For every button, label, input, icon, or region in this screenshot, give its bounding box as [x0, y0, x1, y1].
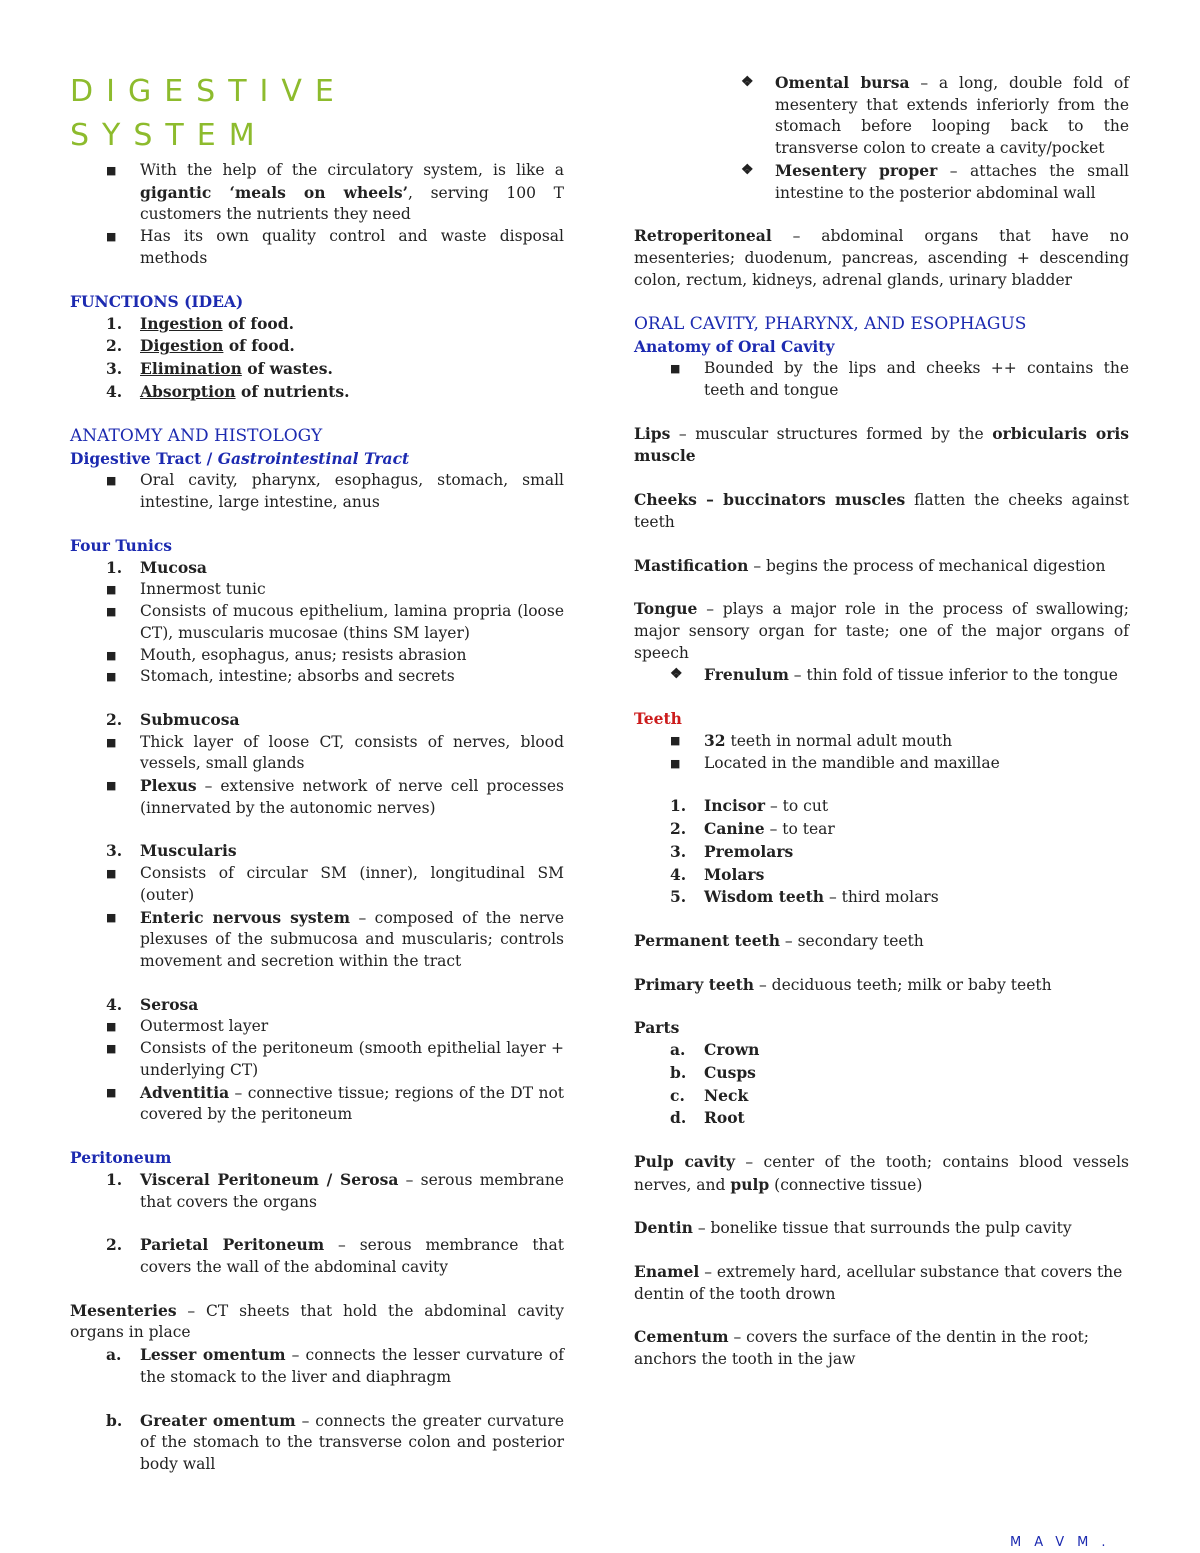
list-number: 2. — [106, 709, 123, 729]
square-bullet-icon: ■ — [106, 583, 117, 597]
teeth-heading: Teeth — [634, 709, 682, 729]
function-text: of food. — [222, 313, 294, 333]
list-item — [70, 863, 564, 906]
tunic-name: Muscularis — [140, 841, 237, 861]
part-item — [634, 1039, 1129, 1062]
intro-bold: gigantic ‘meals on wheels’ — [140, 182, 409, 202]
term: pulp — [730, 1174, 770, 1194]
term: Mastification — [634, 555, 749, 575]
list-letter: b. — [670, 1062, 687, 1082]
tunic-muscularis — [70, 840, 564, 863]
square-bullet-icon: ■ — [106, 735, 117, 749]
definition: (connective tissue) — [769, 1175, 923, 1194]
item-text: Located in the mandible and maxillae — [704, 753, 1000, 772]
mesenteries-paragraph — [70, 1300, 564, 1344]
term: Cementum — [634, 1327, 729, 1347]
list-number: 1. — [106, 557, 123, 577]
list-item — [70, 579, 564, 601]
list-item — [70, 1082, 564, 1126]
list-item — [70, 470, 564, 513]
definition: flatten the cheeks against teeth — [634, 491, 1129, 531]
definition: – extremely hard, acellular substance that covers the dentin of the tooth drown — [634, 1263, 1123, 1303]
item-term: 32 — [704, 731, 726, 751]
teeth-type-item — [634, 864, 1129, 887]
list-letter: a. — [670, 1040, 686, 1060]
item-text: – composed of the nerve plexuses of the submucosa and muscularis; controls movement and secretion within the tract — [140, 908, 564, 970]
list-number: 1. — [670, 796, 687, 816]
function-term: Absorption — [140, 381, 236, 401]
item-term: Incisor — [704, 796, 766, 816]
part-label: Crown — [704, 1040, 760, 1060]
left-column — [70, 70, 564, 1476]
function-text: of wastes. — [241, 358, 333, 378]
term: orbicularis oris muscle — [634, 423, 1130, 466]
cheeks-paragraph — [634, 489, 1129, 533]
right-column — [634, 72, 1129, 1371]
item-term: Greater omentum — [140, 1410, 296, 1430]
diamond-bullet-icon: ❖ — [670, 666, 683, 683]
teeth-type-item — [634, 886, 1129, 909]
term: Tongue — [634, 599, 698, 619]
list-item — [634, 358, 1129, 401]
tongue-paragraph — [634, 598, 1129, 664]
square-bullet-icon: ■ — [106, 1042, 117, 1056]
definition: – muscular structures formed by the — [670, 424, 993, 443]
list-number: 3. — [670, 841, 687, 861]
heading-part: Digestive Tract / — [70, 449, 218, 469]
definition: – bonelike tissue that surrounds the pulp cavity — [692, 1219, 1072, 1238]
part-label: Root — [704, 1108, 745, 1128]
list-item — [70, 732, 564, 775]
list-item — [70, 907, 564, 973]
square-bullet-icon: ■ — [106, 474, 117, 488]
list-number: 4. — [106, 381, 123, 401]
function-text: of food. — [223, 336, 295, 356]
list-item — [70, 645, 564, 667]
list-letter: b. — [106, 1410, 123, 1430]
page-title: DIGESTIVE SYSTEM — [70, 74, 347, 153]
item-text: – attaches the small intestine to the posterior abdominal wall — [775, 161, 1129, 202]
item-text: – connects the lesser curvature of the stomack to the liver and diaphragm — [140, 1346, 565, 1386]
heading-part-italic: Gastrointestinal Tract — [217, 449, 410, 469]
term: Retroperitoneal — [634, 226, 772, 246]
item-text: Consists of the peritoneum (smooth epithelial layer + underlying CT) — [140, 1039, 564, 1079]
item-text: – connective tissue; regions of the DT not covered by the peritoneum — [140, 1083, 564, 1124]
parts-heading: Parts — [634, 1018, 680, 1038]
list-item — [70, 1234, 564, 1278]
function-item — [70, 313, 564, 336]
term: Pulp cavity — [634, 1151, 736, 1171]
list-number: 2. — [106, 1235, 123, 1255]
item-term: Mesentery proper — [775, 160, 938, 180]
square-bullet-icon: ■ — [106, 164, 117, 177]
pulp-paragraph — [634, 1151, 1129, 1196]
list-number: 2. — [106, 336, 123, 356]
square-bullet-icon: ■ — [106, 867, 117, 881]
list-item — [634, 730, 1129, 753]
item-text: Innermost tunic — [140, 580, 266, 599]
list-item — [70, 666, 564, 688]
list-letter: c. — [670, 1085, 685, 1105]
footer-initials: MAVM. — [1010, 1535, 1119, 1550]
item-text: – to cut — [765, 797, 829, 816]
item-term: Plexus — [140, 776, 197, 796]
intro-text: Has its own quality control and waste disposal methods — [140, 227, 564, 267]
anatomy-heading: ANATOMY AND HISTOLOGY — [70, 426, 323, 447]
tunic-name: Mucosa — [140, 557, 207, 577]
list-letter: d. — [670, 1108, 687, 1128]
list-number: 1. — [106, 1169, 123, 1189]
term: Permanent teeth — [634, 930, 780, 950]
function-term: Elimination — [140, 358, 242, 378]
item-text: – serous membrane that covers the organs — [140, 1170, 564, 1211]
function-item — [70, 358, 564, 381]
part-item — [634, 1062, 1129, 1085]
primary-teeth-paragraph — [634, 974, 1129, 997]
dentin-paragraph — [634, 1217, 1129, 1240]
tunic-serosa — [70, 994, 564, 1017]
list-item — [634, 664, 1129, 687]
teeth-types-list — [634, 795, 1129, 909]
list-item — [70, 1344, 564, 1388]
square-bullet-icon: ■ — [106, 648, 117, 662]
function-text: of nutrients. — [235, 381, 350, 401]
term: Cheeks – buccinators muscles — [634, 490, 906, 510]
square-bullet-icon: ■ — [670, 362, 681, 376]
list-item — [70, 775, 564, 819]
item-term: Visceral Peritoneum / Serosa — [140, 1169, 399, 1189]
square-bullet-icon: ■ — [106, 230, 117, 244]
function-item — [70, 335, 564, 358]
function-term: Ingestion — [140, 313, 223, 333]
square-bullet-icon: ■ — [106, 605, 117, 619]
teeth-type-item — [634, 795, 1129, 818]
cementum-paragraph — [634, 1326, 1129, 1370]
term: Dentin — [634, 1218, 693, 1238]
list-number: 5. — [670, 887, 687, 907]
definition: – covers the surface of the dentin in the root; anchors the tooth in the jaw — [634, 1328, 1089, 1369]
item-term: Frenulum — [704, 665, 789, 685]
list-item — [634, 72, 1129, 160]
list-item — [70, 1169, 564, 1213]
tunic-submucosa — [70, 709, 564, 732]
square-bullet-icon: ■ — [670, 734, 681, 748]
functions-heading: FUNCTIONS (IDEA) — [70, 291, 244, 311]
item-term: Enteric nervous system — [140, 907, 350, 927]
item-term: Molars — [704, 864, 765, 884]
item-text: Consists of circular SM (inner), longitudinal SM (outer) — [140, 864, 564, 904]
tunic-mucosa — [70, 557, 564, 580]
list-item — [634, 160, 1129, 204]
parts-list — [634, 1039, 1129, 1130]
tunic-name: Submucosa — [140, 709, 240, 729]
list-item — [70, 1410, 564, 1476]
list-item — [634, 753, 1129, 775]
part-label: Cusps — [704, 1062, 756, 1082]
list-number: 3. — [106, 841, 123, 861]
square-bullet-icon: ■ — [106, 910, 117, 924]
item-text: – connects the greater curvature of the stomach to the transverse colon and posterior body wall — [140, 1411, 564, 1473]
list-number: 4. — [106, 994, 123, 1014]
square-bullet-icon: ■ — [106, 779, 117, 793]
item-text: Thick layer of loose CT, consists of nerves, blood vessels, small glands — [140, 732, 564, 773]
item-term: Canine — [704, 819, 765, 839]
list-number: 4. — [670, 864, 687, 884]
diamond-bullet-icon: ❖ — [741, 161, 754, 178]
item-text: Mouth, esophagus, anus; resists abrasion — [140, 645, 467, 664]
intro-text: , serving 100 T customers the nutrients they need — [140, 183, 564, 224]
list-number: 2. — [670, 819, 687, 839]
definition: – CT sheets that hold the abdominal cavity organs in place — [70, 1301, 564, 1342]
item-text: – thin fold of tissue inferior to the tongue — [788, 666, 1118, 685]
function-term: Digestion — [140, 336, 224, 356]
enamel-paragraph — [634, 1261, 1129, 1305]
definition: – begins the process of mechanical digestion — [748, 556, 1106, 575]
item-term: Wisdom teeth — [704, 887, 825, 907]
teeth-type-item — [634, 818, 1129, 841]
list-number: 3. — [106, 358, 123, 378]
term: Enamel — [634, 1262, 700, 1282]
oral-anatomy-subheading: Anatomy of Oral Cavity — [634, 337, 835, 357]
definition: – deciduous teeth; milk or baby teeth — [754, 975, 1052, 994]
peritoneum-heading: Peritoneum — [70, 1147, 172, 1167]
term: Primary teeth — [634, 974, 755, 994]
list-letter: a. — [106, 1345, 122, 1365]
item-text: – a long, double fold of mesentery that extends inferiorly from the stomach before looping back to the transverse colon to create a cavity/pocket — [775, 74, 1129, 158]
square-bullet-icon: ■ — [106, 670, 117, 684]
mastification-paragraph — [634, 555, 1129, 578]
item-term: Premolars — [704, 841, 794, 861]
list-item — [70, 601, 564, 644]
item-term: Lesser omentum — [140, 1345, 286, 1365]
function-item — [70, 381, 564, 404]
intro-item-2 — [70, 226, 564, 269]
item-text: Stomach, intestine; absorbs and secrets — [140, 667, 455, 686]
list-item — [70, 1016, 564, 1038]
list-number: 1. — [106, 313, 123, 333]
intro-text: With the help of the circulatory system, is like a — [140, 161, 564, 179]
list-item — [70, 1038, 564, 1081]
teeth-type-item — [634, 841, 1129, 864]
lips-paragraph — [634, 423, 1129, 468]
oral-cavity-heading: ORAL CAVITY, PHARYNX, AND ESOPHAGUS — [634, 314, 1027, 335]
part-item — [634, 1085, 1129, 1108]
item-text: – third molars — [824, 888, 939, 907]
square-bullet-icon: ■ — [106, 1020, 117, 1034]
part-item — [634, 1107, 1129, 1130]
item-term: Omental bursa — [775, 73, 910, 92]
item-text: – extensive network of nerve cell processes (innervated by the autonomic nerves) — [140, 777, 564, 817]
tunic-name: Serosa — [140, 994, 199, 1014]
definition: – center of the tooth; contains blood vessels nerves, and — [634, 1152, 1129, 1194]
item-term: Parietal Peritoneum — [140, 1235, 325, 1255]
item-text: teeth in normal adult mouth — [725, 732, 953, 751]
digestive-tract-heading — [70, 448, 564, 470]
square-bullet-icon: ■ — [106, 1085, 117, 1099]
definition: – plays a major role in the process of swallowing; major sensory organ for taste; one of the major organs of speech — [634, 600, 1129, 662]
retroperitoneal-paragraph — [634, 225, 1129, 291]
part-label: Neck — [704, 1085, 749, 1105]
permanent-teeth-paragraph — [634, 930, 1129, 953]
item-text: Oral cavity, pharynx, esophagus, stomach, small intestine, large intestine, anus — [140, 471, 564, 512]
item-term: Adventitia — [140, 1082, 230, 1102]
definition: – secondary teeth — [779, 931, 924, 950]
item-text: Outermost layer — [140, 1017, 269, 1036]
square-bullet-icon: ■ — [670, 756, 681, 770]
four-tunics-heading: Four Tunics — [70, 535, 173, 555]
item-text: – serous membrance that covers the wall of the abdominal cavity — [140, 1236, 565, 1277]
functions-list — [70, 313, 564, 404]
term: Mesenteries — [70, 1300, 177, 1320]
diamond-bullet-icon: ❖ — [741, 74, 754, 90]
intro-item-1 — [70, 160, 564, 226]
item-text: Consists of mucous epithelium, lamina propria (loose CT), muscularis mucosae (thins SM layer) — [140, 602, 564, 642]
definition: – abdominal organs that have no mesenteries; duodenum, pancreas, ascending + descending colon, rectum, kidneys, adrenal glands, urinary bladder — [634, 227, 1129, 289]
item-text: Bounded by the lips and cheeks ++ contains the teeth and tongue — [704, 359, 1129, 400]
item-text: – to tear — [764, 820, 835, 839]
term: Lips — [634, 423, 671, 443]
